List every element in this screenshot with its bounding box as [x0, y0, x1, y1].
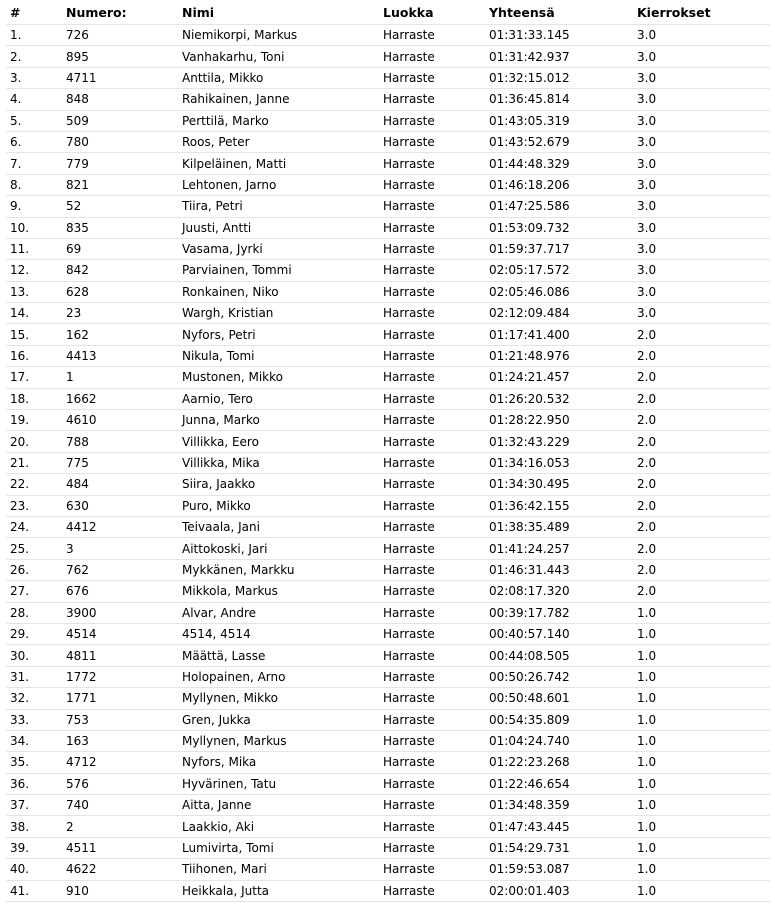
laps-cell: 3.0 [633, 217, 770, 238]
position-cell: 3. [6, 67, 62, 88]
number-cell: 4413 [62, 345, 178, 366]
class-cell: Harraste [379, 880, 485, 901]
laps-cell: 1.0 [633, 859, 770, 880]
name-cell: Myllynen, Markus [178, 730, 379, 751]
total-time-cell: 01:32:15.012 [485, 67, 633, 88]
laps-cell: 2.0 [633, 345, 770, 366]
position-cell: 40. [6, 859, 62, 880]
name-cell: Aittokoski, Jari [178, 538, 379, 559]
class-cell: Harraste [379, 666, 485, 687]
table-row [6, 67, 770, 88]
name-cell: Mustonen, Mikko [178, 367, 379, 388]
number-cell: 484 [62, 474, 178, 495]
position-cell: 31. [6, 666, 62, 687]
class-cell: Harraste [379, 388, 485, 409]
name-cell: Juusti, Antti [178, 217, 379, 238]
table-row [6, 538, 770, 559]
position-cell: 20. [6, 431, 62, 452]
total-time-cell: 01:04:24.740 [485, 730, 633, 751]
laps-cell: 2.0 [633, 559, 770, 580]
class-cell: Harraste [379, 752, 485, 773]
name-cell: Alvar, Andre [178, 602, 379, 623]
table-row [6, 367, 770, 388]
position-cell: 17. [6, 367, 62, 388]
class-cell: Harraste [379, 602, 485, 623]
total-time-cell: 01:44:48.329 [485, 153, 633, 174]
number-cell: 3900 [62, 602, 178, 623]
table-row [6, 795, 770, 816]
name-cell: Niemikorpi, Markus [178, 25, 379, 46]
table-row [6, 859, 770, 880]
name-cell: Aarnio, Tero [178, 388, 379, 409]
total-time-cell: 01:36:42.155 [485, 495, 633, 516]
position-cell: 10. [6, 217, 62, 238]
class-cell: Harraste [379, 324, 485, 345]
total-time-cell: 01:34:48.359 [485, 795, 633, 816]
total-time-cell: 01:47:43.445 [485, 816, 633, 837]
number-cell: 676 [62, 581, 178, 602]
name-cell: Perttilä, Marko [178, 110, 379, 131]
number-cell: 69 [62, 238, 178, 259]
total-time-cell: 01:54:29.731 [485, 837, 633, 858]
class-cell: Harraste [379, 645, 485, 666]
name-cell: Kilpeläinen, Matti [178, 153, 379, 174]
number-cell: 910 [62, 880, 178, 901]
position-cell: 16. [6, 345, 62, 366]
class-cell: Harraste [379, 25, 485, 46]
table-row [6, 89, 770, 110]
number-cell: 762 [62, 559, 178, 580]
position-cell: 21. [6, 452, 62, 473]
class-cell: Harraste [379, 495, 485, 516]
total-time-cell: 01:21:48.976 [485, 345, 633, 366]
position-cell: 27. [6, 581, 62, 602]
total-time-cell: 01:36:45.814 [485, 89, 633, 110]
number-cell: 895 [62, 46, 178, 67]
number-cell: 821 [62, 174, 178, 195]
number-cell: 1771 [62, 688, 178, 709]
table-row [6, 110, 770, 131]
name-cell: Puro, Mikko [178, 495, 379, 516]
number-cell: 4811 [62, 645, 178, 666]
name-cell: Myllynen, Mikko [178, 688, 379, 709]
laps-cell: 2.0 [633, 324, 770, 345]
position-cell: 23. [6, 495, 62, 516]
name-cell: 4514, 4514 [178, 623, 379, 644]
total-time-cell: 01:31:33.145 [485, 25, 633, 46]
position-cell: 14. [6, 303, 62, 324]
laps-cell: 2.0 [633, 452, 770, 473]
table-row [6, 431, 770, 452]
total-time-cell: 01:26:20.532 [485, 388, 633, 409]
class-cell: Harraste [379, 260, 485, 281]
results-table [6, 0, 770, 902]
header-class: Luokka [379, 0, 485, 25]
laps-cell: 2.0 [633, 581, 770, 602]
class-cell: Harraste [379, 559, 485, 580]
name-cell: Vasama, Jyrki [178, 238, 379, 259]
laps-cell: 3.0 [633, 303, 770, 324]
number-cell: 509 [62, 110, 178, 131]
table-row [6, 303, 770, 324]
class-cell: Harraste [379, 196, 485, 217]
name-cell: Lehtonen, Jarno [178, 174, 379, 195]
class-cell: Harraste [379, 46, 485, 67]
table-row [6, 281, 770, 302]
name-cell: Vanhakarhu, Toni [178, 46, 379, 67]
table-row [6, 709, 770, 730]
position-cell: 8. [6, 174, 62, 195]
total-time-cell: 01:59:37.717 [485, 238, 633, 259]
number-cell: 848 [62, 89, 178, 110]
table-row [6, 131, 770, 152]
laps-cell: 3.0 [633, 46, 770, 67]
table-row [6, 837, 770, 858]
total-time-cell: 01:22:23.268 [485, 752, 633, 773]
laps-cell: 1.0 [633, 730, 770, 751]
laps-cell: 2.0 [633, 474, 770, 495]
table-row [6, 816, 770, 837]
name-cell: Ronkainen, Niko [178, 281, 379, 302]
class-cell: Harraste [379, 217, 485, 238]
total-time-cell: 01:32:43.229 [485, 431, 633, 452]
total-time-cell: 01:53:09.732 [485, 217, 633, 238]
number-cell: 52 [62, 196, 178, 217]
class-cell: Harraste [379, 431, 485, 452]
number-cell: 775 [62, 452, 178, 473]
position-cell: 4. [6, 89, 62, 110]
laps-cell: 3.0 [633, 238, 770, 259]
position-cell: 15. [6, 324, 62, 345]
name-cell: Junna, Marko [178, 410, 379, 431]
number-cell: 628 [62, 281, 178, 302]
class-cell: Harraste [379, 345, 485, 366]
position-cell: 30. [6, 645, 62, 666]
table-row [6, 880, 770, 901]
total-time-cell: 01:43:05.319 [485, 110, 633, 131]
total-time-cell: 02:05:46.086 [485, 281, 633, 302]
position-cell: 25. [6, 538, 62, 559]
laps-cell: 3.0 [633, 174, 770, 195]
number-cell: 726 [62, 25, 178, 46]
total-time-cell: 01:22:46.654 [485, 773, 633, 794]
number-cell: 3 [62, 538, 178, 559]
position-cell: 12. [6, 260, 62, 281]
position-cell: 26. [6, 559, 62, 580]
position-cell: 32. [6, 688, 62, 709]
number-cell: 4622 [62, 859, 178, 880]
laps-cell: 1.0 [633, 709, 770, 730]
laps-cell: 3.0 [633, 153, 770, 174]
table-row [6, 730, 770, 751]
position-cell: 7. [6, 153, 62, 174]
total-time-cell: 01:24:21.457 [485, 367, 633, 388]
number-cell: 2 [62, 816, 178, 837]
class-cell: Harraste [379, 110, 485, 131]
total-time-cell: 01:34:16.053 [485, 452, 633, 473]
table-row [6, 153, 770, 174]
position-cell: 39. [6, 837, 62, 858]
laps-cell: 1.0 [633, 837, 770, 858]
laps-cell: 3.0 [633, 196, 770, 217]
class-cell: Harraste [379, 174, 485, 195]
table-row [6, 645, 770, 666]
class-cell: Harraste [379, 837, 485, 858]
position-cell: 29. [6, 623, 62, 644]
class-cell: Harraste [379, 410, 485, 431]
number-cell: 576 [62, 773, 178, 794]
total-time-cell: 01:31:42.937 [485, 46, 633, 67]
table-row [6, 260, 770, 281]
name-cell: Wargh, Kristian [178, 303, 379, 324]
total-time-cell: 01:46:31.443 [485, 559, 633, 580]
table-row [6, 752, 770, 773]
name-cell: Villikka, Mika [178, 452, 379, 473]
laps-cell: 2.0 [633, 410, 770, 431]
name-cell: Mikkola, Markus [178, 581, 379, 602]
table-row [6, 559, 770, 580]
laps-cell: 1.0 [633, 645, 770, 666]
total-time-cell: 02:00:01.403 [485, 880, 633, 901]
class-cell: Harraste [379, 538, 485, 559]
laps-cell: 2.0 [633, 388, 770, 409]
header-number: Numero: [62, 0, 178, 25]
number-cell: 740 [62, 795, 178, 816]
number-cell: 779 [62, 153, 178, 174]
laps-cell: 3.0 [633, 131, 770, 152]
table-row [6, 345, 770, 366]
total-time-cell: 01:59:53.087 [485, 859, 633, 880]
total-time-cell: 00:50:48.601 [485, 688, 633, 709]
number-cell: 4711 [62, 67, 178, 88]
number-cell: 1662 [62, 388, 178, 409]
class-cell: Harraste [379, 281, 485, 302]
number-cell: 4511 [62, 837, 178, 858]
class-cell: Harraste [379, 238, 485, 259]
header-laps: Kierrokset [633, 0, 770, 25]
number-cell: 23 [62, 303, 178, 324]
number-cell: 163 [62, 730, 178, 751]
table-row [6, 410, 770, 431]
position-cell: 33. [6, 709, 62, 730]
header-position: # [6, 0, 62, 25]
name-cell: Lumivirta, Tomi [178, 837, 379, 858]
class-cell: Harraste [379, 89, 485, 110]
total-time-cell: 01:38:35.489 [485, 516, 633, 537]
name-cell: Mykkänen, Markku [178, 559, 379, 580]
position-cell: 28. [6, 602, 62, 623]
class-cell: Harraste [379, 452, 485, 473]
name-cell: Tiihonen, Mari [178, 859, 379, 880]
name-cell: Laakkio, Aki [178, 816, 379, 837]
total-time-cell: 00:39:17.782 [485, 602, 633, 623]
total-time-cell: 01:34:30.495 [485, 474, 633, 495]
number-cell: 162 [62, 324, 178, 345]
name-cell: Villikka, Eero [178, 431, 379, 452]
class-cell: Harraste [379, 859, 485, 880]
position-cell: 11. [6, 238, 62, 259]
class-cell: Harraste [379, 367, 485, 388]
table-row [6, 516, 770, 537]
table-row [6, 238, 770, 259]
name-cell: Parviainen, Tommi [178, 260, 379, 281]
position-cell: 2. [6, 46, 62, 67]
number-cell: 1772 [62, 666, 178, 687]
number-cell: 4514 [62, 623, 178, 644]
name-cell: Nyfors, Petri [178, 324, 379, 345]
laps-cell: 1.0 [633, 688, 770, 709]
total-time-cell: 01:43:52.679 [485, 131, 633, 152]
laps-cell: 1.0 [633, 602, 770, 623]
number-cell: 1 [62, 367, 178, 388]
table-row [6, 666, 770, 687]
class-cell: Harraste [379, 303, 485, 324]
table-row [6, 581, 770, 602]
laps-cell: 1.0 [633, 816, 770, 837]
class-cell: Harraste [379, 67, 485, 88]
laps-cell: 2.0 [633, 516, 770, 537]
position-cell: 34. [6, 730, 62, 751]
position-cell: 19. [6, 410, 62, 431]
laps-cell: 3.0 [633, 25, 770, 46]
table-row [6, 623, 770, 644]
header-row [6, 0, 770, 25]
laps-cell: 2.0 [633, 367, 770, 388]
table-row [6, 474, 770, 495]
table-row [6, 46, 770, 67]
class-cell: Harraste [379, 816, 485, 837]
total-time-cell: 00:50:26.742 [485, 666, 633, 687]
table-row [6, 174, 770, 195]
position-cell: 36. [6, 773, 62, 794]
name-cell: Anttila, Mikko [178, 67, 379, 88]
laps-cell: 1.0 [633, 795, 770, 816]
number-cell: 842 [62, 260, 178, 281]
laps-cell: 3.0 [633, 281, 770, 302]
laps-cell: 1.0 [633, 880, 770, 901]
position-cell: 18. [6, 388, 62, 409]
name-cell: Teivaala, Jani [178, 516, 379, 537]
table-row [6, 773, 770, 794]
position-cell: 1. [6, 25, 62, 46]
name-cell: Aitta, Janne [178, 795, 379, 816]
laps-cell: 1.0 [633, 752, 770, 773]
laps-cell: 1.0 [633, 666, 770, 687]
class-cell: Harraste [379, 795, 485, 816]
position-cell: 13. [6, 281, 62, 302]
table-row [6, 217, 770, 238]
position-cell: 37. [6, 795, 62, 816]
name-cell: Määttä, Lasse [178, 645, 379, 666]
name-cell: Rahikainen, Janne [178, 89, 379, 110]
position-cell: 38. [6, 816, 62, 837]
laps-cell: 2.0 [633, 538, 770, 559]
position-cell: 24. [6, 516, 62, 537]
number-cell: 780 [62, 131, 178, 152]
laps-cell: 3.0 [633, 260, 770, 281]
laps-cell: 3.0 [633, 67, 770, 88]
position-cell: 6. [6, 131, 62, 152]
laps-cell: 3.0 [633, 110, 770, 131]
name-cell: Holopainen, Arno [178, 666, 379, 687]
laps-cell: 1.0 [633, 623, 770, 644]
table-row [6, 602, 770, 623]
total-time-cell: 01:28:22.950 [485, 410, 633, 431]
name-cell: Nyfors, Mika [178, 752, 379, 773]
number-cell: 630 [62, 495, 178, 516]
name-cell: Roos, Peter [178, 131, 379, 152]
total-time-cell: 02:05:17.572 [485, 260, 633, 281]
laps-cell: 2.0 [633, 495, 770, 516]
class-cell: Harraste [379, 730, 485, 751]
header-name: Nimi [178, 0, 379, 25]
name-cell: Nikula, Tomi [178, 345, 379, 366]
total-time-cell: 01:47:25.586 [485, 196, 633, 217]
name-cell: Hyvärinen, Tatu [178, 773, 379, 794]
laps-cell: 3.0 [633, 89, 770, 110]
position-cell: 5. [6, 110, 62, 131]
table-row [6, 688, 770, 709]
table-row [6, 196, 770, 217]
class-cell: Harraste [379, 474, 485, 495]
table-row [6, 452, 770, 473]
name-cell: Gren, Jukka [178, 709, 379, 730]
table-row [6, 324, 770, 345]
total-time-cell: 00:44:08.505 [485, 645, 633, 666]
position-cell: 22. [6, 474, 62, 495]
total-time-cell: 01:41:24.257 [485, 538, 633, 559]
number-cell: 835 [62, 217, 178, 238]
class-cell: Harraste [379, 709, 485, 730]
total-time-cell: 01:46:18.206 [485, 174, 633, 195]
class-cell: Harraste [379, 131, 485, 152]
class-cell: Harraste [379, 773, 485, 794]
total-time-cell: 01:17:41.400 [485, 324, 633, 345]
number-cell: 753 [62, 709, 178, 730]
class-cell: Harraste [379, 581, 485, 602]
name-cell: Siira, Jaakko [178, 474, 379, 495]
laps-cell: 1.0 [633, 773, 770, 794]
total-time-cell: 02:12:09.484 [485, 303, 633, 324]
class-cell: Harraste [379, 623, 485, 644]
total-time-cell: 02:08:17.320 [485, 581, 633, 602]
table-row [6, 25, 770, 46]
position-cell: 35. [6, 752, 62, 773]
name-cell: Heikkala, Jutta [178, 880, 379, 901]
results-body [6, 25, 770, 902]
number-cell: 4412 [62, 516, 178, 537]
number-cell: 4610 [62, 410, 178, 431]
number-cell: 4712 [62, 752, 178, 773]
table-row [6, 388, 770, 409]
total-time-cell: 00:54:35.809 [485, 709, 633, 730]
class-cell: Harraste [379, 516, 485, 537]
position-cell: 9. [6, 196, 62, 217]
number-cell: 788 [62, 431, 178, 452]
table-row [6, 495, 770, 516]
class-cell: Harraste [379, 153, 485, 174]
total-time-cell: 00:40:57.140 [485, 623, 633, 644]
class-cell: Harraste [379, 688, 485, 709]
name-cell: Tiira, Petri [178, 196, 379, 217]
laps-cell: 2.0 [633, 431, 770, 452]
header-total: Yhteensä [485, 0, 633, 25]
position-cell: 41. [6, 880, 62, 901]
